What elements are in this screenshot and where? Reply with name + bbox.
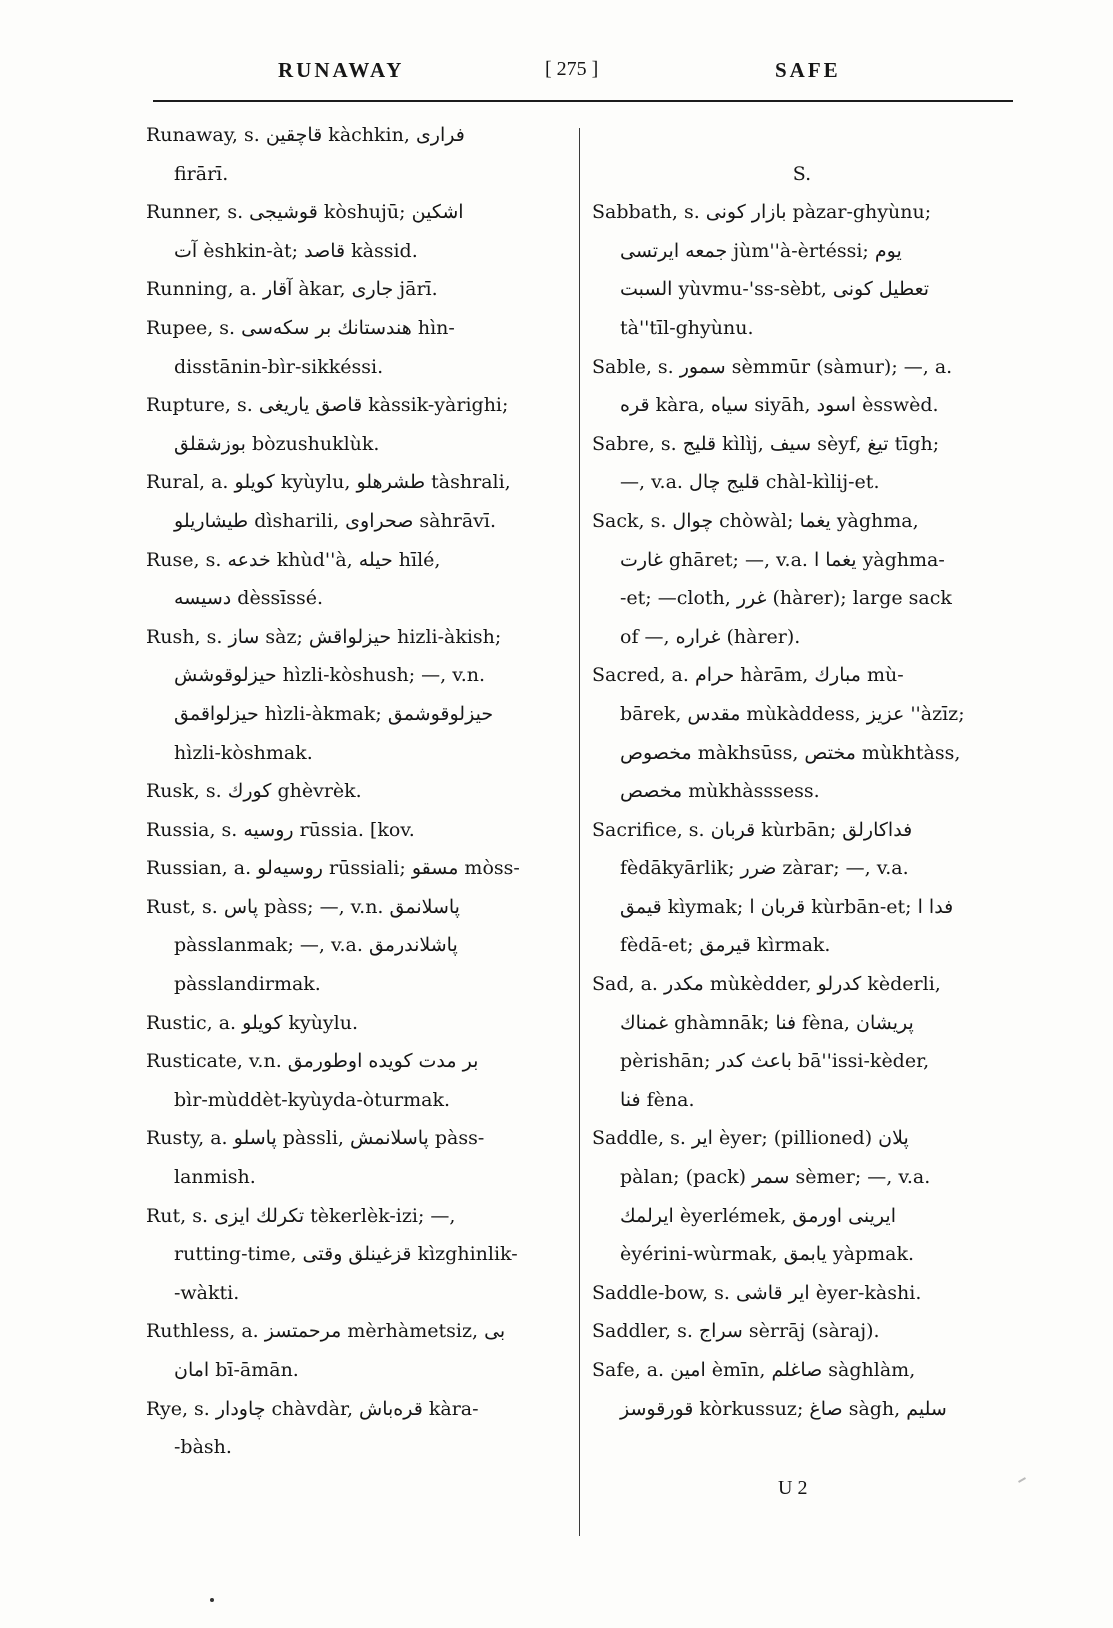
entry-line: pàsslanmak; —, v.a. پاشلاندرمق xyxy=(174,934,458,957)
entry-line: Rush, s. ساز sàz; حيزلواقش hizli-àkish; xyxy=(146,625,502,648)
page-signature: U 2 xyxy=(778,1477,808,1499)
entry-line: جمعه ايرتسى jùm''à-èrtéssi; يوم xyxy=(620,239,902,262)
entry-line: Rupture, s. قاصق ياريغى kàssik-yàrighi; xyxy=(146,394,509,417)
entry-line: مخصص mùkhàsssess. xyxy=(620,780,820,803)
entry-line: pàsslandirmak. xyxy=(174,973,321,996)
entry-line: غمناك ghàmnāk; فنا fèna, پريشان xyxy=(620,1011,914,1034)
entry-line: Running, a. آقار àkar, جارى jārī. xyxy=(146,278,438,301)
ink-speck xyxy=(210,1598,214,1602)
column-divider xyxy=(579,128,580,1536)
entry-line: آت èshkin-àt; قاصد kàssid. xyxy=(174,239,418,262)
entry-line: Sabre, s. قليج kìlìj, سيف sèyf, تيغ tīgh; xyxy=(592,432,940,455)
page-number: [ 275 ] xyxy=(545,58,599,80)
entry-line: Ruse, s. خدعه khùd''à, حيله hīlé, xyxy=(146,548,441,571)
left-column xyxy=(146,116,566,1467)
entry-line: امان bī-āmān. xyxy=(174,1359,299,1381)
running-head-left: RUNAWAY xyxy=(278,58,405,82)
entry-line: فنا fèna. xyxy=(620,1088,695,1111)
right-column xyxy=(592,116,1012,1428)
entry-line: -bàsh. xyxy=(174,1436,232,1459)
entry-line: —, v.a. قليج چال chàl-kìlij-et. xyxy=(620,471,880,494)
running-head-right: SAFE xyxy=(775,58,841,82)
entry-line: Runaway, s. قاچقين kàchkin, فرارى xyxy=(146,124,465,146)
entry-line: pàlan; (pack) سمر sèmer; —, v.a. xyxy=(620,1166,931,1189)
entry-line: hìzli-kòshmak. xyxy=(174,741,313,764)
entry-line: Saddler, s. سراج sèrrāj (sàraj). xyxy=(592,1320,880,1343)
entry-line: Rusk, s. كورك ghèvrèk. xyxy=(146,780,362,803)
entry-line: Rust, s. پاس pàss; —, v.n. پاسلانمق xyxy=(146,895,460,918)
entry-line: طيشاريلو dìsharili, صحراوى sàhrāvī. xyxy=(174,509,497,532)
entry-line: of —, غراره (hàrer). xyxy=(620,625,801,648)
entry-line xyxy=(592,116,1012,155)
entry-line: Sabbath, s. بازار كونى pàzar-ghyùnu; xyxy=(592,201,932,224)
ink-mark xyxy=(1018,1477,1026,1483)
entry-line: Ruthless, a. مرحمتسز mèrhàmetsiz, بى xyxy=(146,1320,506,1343)
entry-line: pèrishān; باعث كدر bā''issi-kèder, xyxy=(620,1050,930,1073)
entry-line: -et; —cloth, غرر (hàrer); large sack xyxy=(620,587,952,610)
entry-line: Rusty, a. پاسلو pàssli, پاسلانمش pàss- xyxy=(146,1127,485,1150)
entry-line: Russian, a. روسيه‌لو rūssiali; مسقو mòss- xyxy=(146,857,520,880)
entry-line: tà''tīl-ghyùnu. xyxy=(620,316,754,339)
entry-line: bìr-mùddèt-kyùyda-òturmak. xyxy=(174,1088,451,1111)
entry-line: غارت ghāret; —, v.a. يغما ا yàghma- xyxy=(620,548,945,571)
entry-line: lanmish. xyxy=(174,1166,256,1189)
entry-line: èyérini-wùrmak, يابمق yàpmak. xyxy=(620,1243,915,1266)
entry-line: Rustic, a. كويلو kyùylu. xyxy=(146,1011,359,1034)
entry-line: rutting-time, قزغينلق وقتى kìzghinlik- xyxy=(174,1243,518,1266)
entry-line: السبت yùvmu-'ss-sèbt, تعطيل كونى xyxy=(620,278,930,301)
entry-line: Rusticate, v.n. بر مدت كويده اوطورمق xyxy=(146,1050,479,1073)
entry-line: -wàkti. xyxy=(174,1281,240,1304)
entry-line: Rut, s. تكرلك ايزى tèkerlèk-izi; —, xyxy=(146,1204,456,1227)
entry-line: Runner, s. قوشيجى kòshujū; اشكين xyxy=(146,201,464,224)
entry-line: حيزلواقمق hìzli-àkmak; حيزلوقوشمق xyxy=(174,702,494,725)
entry-line: قيمق kìymak; قربان ا kùrbān-et; فدا ا xyxy=(620,895,954,918)
entry-line: firārī. xyxy=(174,162,229,185)
section-letter: S. xyxy=(792,162,812,185)
entry-line: بوزشقلق bòzushuklùk. xyxy=(174,432,380,455)
entry-line: Rural, a. كويلو kyùylu, طشرهلو tàshrali, xyxy=(146,471,511,494)
entry-line: مخصوص màkhsūss, مختص mùkhtàss, xyxy=(620,741,961,764)
entry-line: fèdākyārlik; ضرر zàrar; —, v.a. xyxy=(620,857,909,880)
entry-line: Safe, a. امين èmīn, صاغلم sàghlàm, xyxy=(592,1359,916,1381)
entry-line: Saddle-bow, s. اير قاشى èyer-kàshi. xyxy=(592,1281,922,1304)
entry-line: fèdā-et; قيرمق kìrmak. xyxy=(620,934,831,957)
header-rule xyxy=(153,100,1013,102)
entry-line: Rupee, s. هندستانك بر سكه‌سى hìn- xyxy=(146,316,455,339)
entry-line: Sack, s. چوال chòwàl; يغما yàghma, xyxy=(592,509,919,532)
entry-line: Sable, s. سمور sèmmūr (sàmur); —, a. xyxy=(592,355,953,378)
entry-line: قره kàra, سياه siyāh, اسود èsswèd. xyxy=(620,394,939,417)
entry-line: Saddle, s. اير èyer; (pillioned) پلان xyxy=(592,1127,909,1150)
entry-line: Sad, a. مكدر mùkèdder, كدرلو kèderli, xyxy=(592,973,941,996)
entry-line: قورقوسز kòrkussuz; صاغ sàgh, سليم xyxy=(620,1397,947,1420)
entry-line: ايرلمك èyerlémek, ايرينى اورمق xyxy=(620,1204,896,1227)
entry-line: disstānin-bìr-sikkéssi. xyxy=(174,355,384,378)
entry-line: Sacrifice, s. قربان kùrbān; فداكارلق xyxy=(592,818,913,841)
entry-line: Russia, s. روسيه rūssia. [kov. xyxy=(146,818,415,841)
entry-line: دسيسه dèssīssé. xyxy=(174,587,324,610)
entry-line: Rye, s. چاودار chàvdàr, قره‌باش kàra- xyxy=(146,1397,479,1420)
entry-line: حيزلوقوشش hìzli-kòshush; —, v.n. xyxy=(174,664,486,687)
entry-line: Sacred, a. حرام hàrām, مبارك mù- xyxy=(592,664,904,687)
entry-line: bārek, مقدس mùkàddess, عزيز ''àzīz; xyxy=(620,702,965,725)
